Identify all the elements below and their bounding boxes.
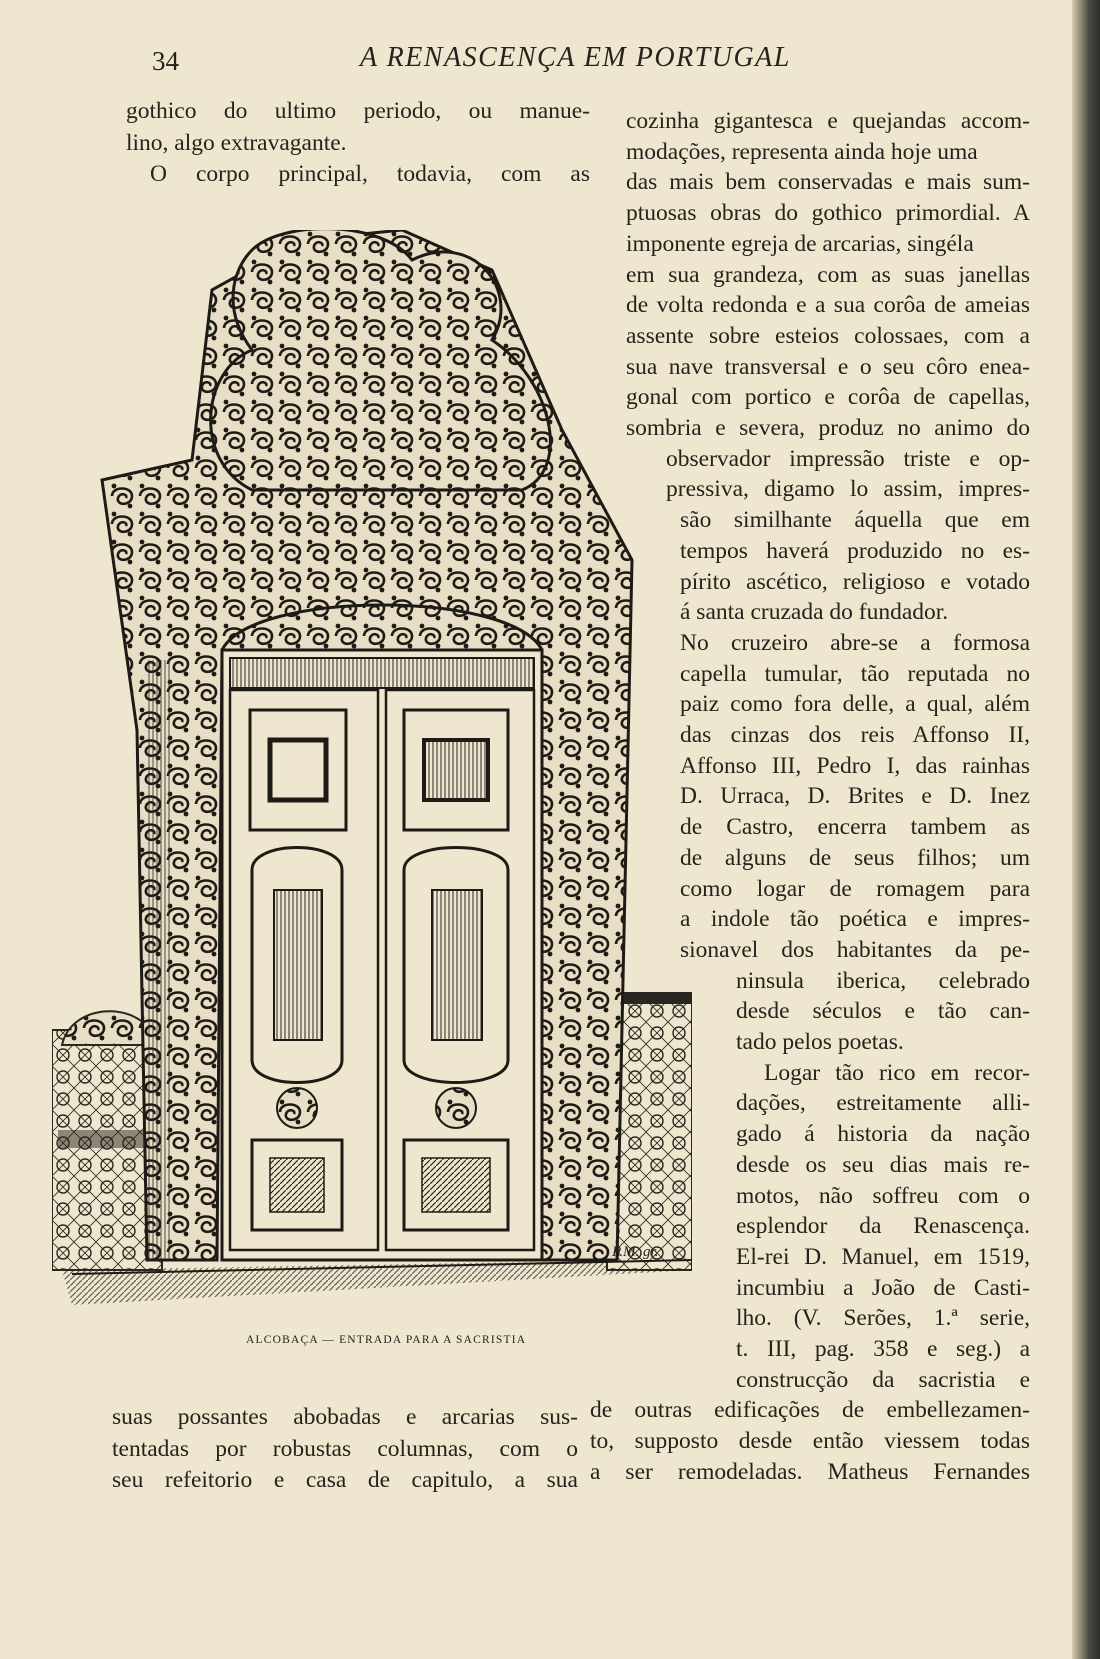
text-line: pressiva, digamo lo assim, impres- [666, 476, 1030, 503]
text-line: tado pelos poetas. [736, 1029, 904, 1055]
text-line: paiz como fora delle, a qual, além [680, 691, 1030, 718]
sacristy-door-illustration [52, 230, 692, 1322]
text-line: Logar tão rico em recor- [764, 1059, 1030, 1086]
text-line: gado á historia da nação [736, 1121, 1030, 1148]
engraving-figure [52, 230, 692, 1322]
text-line: das cinzas dos reis Affonso II, [680, 722, 1030, 748]
text-line: desde séculos e tão can- [736, 998, 1030, 1025]
text-line: to, supposto desde então viessem todas [590, 1428, 1030, 1455]
text-line: em sua grandeza, com as suas janellas [626, 261, 1030, 288]
text-line: dações, estreitamente alli- [736, 1090, 1030, 1117]
text-line: sombria e severa, produz no animo do [626, 415, 1030, 441]
text-line: D. Urraca, D. Brites e D. Inez [680, 783, 1030, 810]
text-line: sua nave transversal e o seu côro enea- [626, 353, 1030, 380]
page-header [0, 38, 1100, 78]
text-line: á santa cruzada do fundador. [680, 599, 949, 626]
text-line: cozinha gigantesca e quejandas accom- [626, 108, 1030, 134]
text-line: suas possantes abobadas e arcarias sus- [112, 1404, 578, 1430]
text-line: gothico do ultimo periodo, ou manue- [126, 98, 590, 124]
text-line: lino, algo extravagante. [126, 129, 347, 156]
text-line: motos, não soffreu com o [736, 1182, 1030, 1209]
text-line: Affonso III, Pedro I, das rainhas [680, 752, 1030, 779]
left-column-top [126, 96, 590, 191]
text-line: ptuosas obras do gothico primordial. A [626, 200, 1030, 227]
text-line: observador impressão triste e op- [666, 445, 1030, 472]
text-line: seu refeitorio e casa de capitulo, a sua [112, 1467, 578, 1493]
text-line: modações, representa ainda hoje uma [626, 138, 978, 165]
text-line: tentadas por robustas columnas, com o [112, 1435, 578, 1462]
text-line: sionavel dos habitantes da pe- [680, 936, 1030, 963]
page-edge [1072, 0, 1100, 1659]
text-line: a indole tão poética e impres- [680, 906, 1030, 933]
text-line: assente sobre esteios colossaes, com a [626, 322, 1030, 349]
text-line: capella tumular, tão reputada no [680, 660, 1030, 687]
text-line: lho. (V. Serões, 1.ª serie, [736, 1305, 1030, 1332]
text-line: das mais bem conservadas e mais sum- [626, 169, 1030, 196]
text-line: construcção da sacristia e [736, 1366, 1030, 1393]
left-column-bottom [112, 1402, 578, 1497]
text-line: são similhante áquella que em [680, 507, 1030, 534]
text-line: de alguns de seus filhos; um [680, 844, 1030, 871]
engraver-signature: P.M. gr. [612, 1244, 659, 1260]
text-line: No cruzeiro abre-se a formosa [680, 629, 1030, 656]
text-line: ninsula iberica, celebrado [736, 967, 1030, 994]
text-line: incumbiu a João de Casti- [736, 1274, 1030, 1301]
text-line: El-rei D. Manuel, em 1519, [736, 1243, 1030, 1270]
text-line: imponente egreja de arcarias, singéla [626, 230, 974, 257]
text-line: tempos haverá produzido no es- [680, 537, 1030, 564]
text-line: a ser remodeladas. Matheus Fernandes [590, 1458, 1030, 1485]
text-line: pírito ascético, religioso e votado [680, 568, 1030, 595]
text-line: de volta redonda e a sua corôa de ameias [626, 292, 1030, 319]
text-line: desde os seu dias mais re- [736, 1151, 1030, 1178]
text-line: t. III, pag. 358 e seg.) a [736, 1336, 1030, 1362]
text-line: de Castro, encerra tambem as [680, 814, 1030, 841]
running-title: A RENASCENÇA EM PORTUGAL [360, 42, 791, 73]
text-line: de outras edificações de embellezamen- [590, 1397, 1030, 1424]
text-line: gonal com portico e corôa de capellas, [626, 384, 1030, 411]
text-line: O corpo principal, todavia, com as [150, 161, 590, 187]
page-number: 34 [152, 46, 179, 76]
text-line: como logar de romagem para [680, 875, 1030, 902]
text-line: esplendor da Renascença. [736, 1213, 1030, 1240]
figure-caption: ALCOBAÇA — ENTRADA PARA A SACRISTIA [246, 1334, 527, 1346]
